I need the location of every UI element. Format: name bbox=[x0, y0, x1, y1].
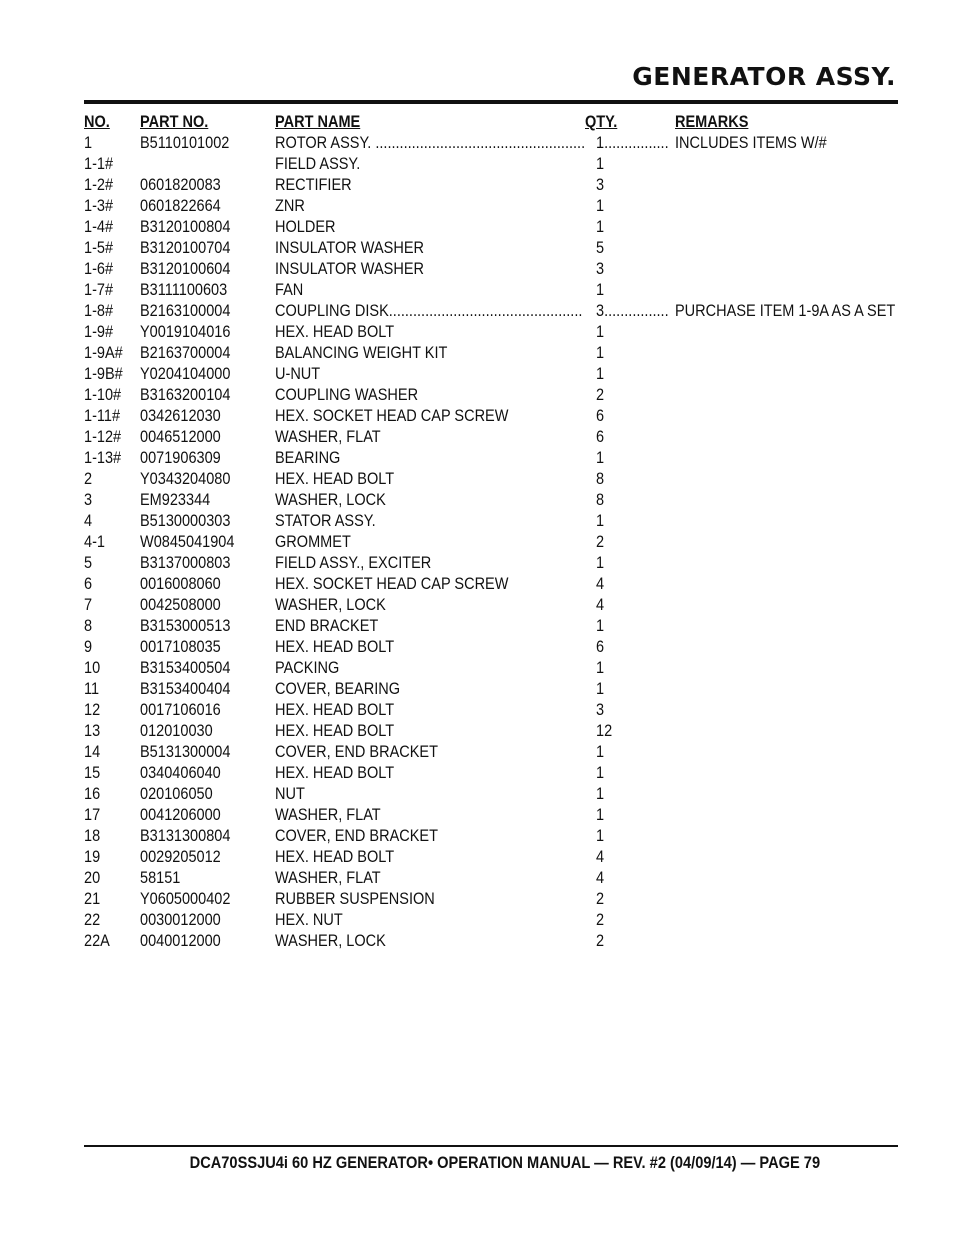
cell-part-name: WASHER, LOCK bbox=[275, 932, 386, 950]
cell-qty: 1 bbox=[596, 365, 605, 383]
cell-qty: 8 bbox=[596, 470, 605, 488]
cell-qty: 1 bbox=[596, 680, 605, 698]
cell-part-no: 0030012000 bbox=[140, 911, 221, 929]
table-row bbox=[0, 511, 954, 532]
footer-divider bbox=[84, 1145, 898, 1147]
cell-qty: 2 bbox=[596, 386, 605, 404]
cell-part-no: B5131300004 bbox=[140, 743, 231, 761]
cell-no: 1-7# bbox=[84, 281, 114, 299]
cell-no: 1-11# bbox=[84, 407, 121, 425]
cell-part-no: B3137000803 bbox=[140, 554, 231, 572]
cell-no: 13 bbox=[84, 722, 101, 740]
cell-qty: 4 bbox=[596, 596, 605, 614]
table-row bbox=[0, 616, 954, 637]
cell-part-name: HEX. HEAD BOLT bbox=[275, 848, 395, 866]
table-row bbox=[0, 826, 954, 847]
cell-part-no: B3120100704 bbox=[140, 239, 231, 257]
cell-no: 22 bbox=[84, 911, 101, 929]
table-row bbox=[0, 133, 954, 154]
cell-qty: 1 bbox=[596, 554, 605, 572]
cell-qty: 6 bbox=[596, 407, 605, 425]
table-row bbox=[0, 259, 954, 280]
cell-part-name: END BRACKET bbox=[275, 617, 379, 635]
cell-remarks: PURCHASE ITEM 1-9A AS A SET bbox=[675, 302, 896, 320]
cell-part-no: B5110101002 bbox=[140, 134, 230, 152]
cell-part-name: INSULATOR WASHER bbox=[275, 260, 424, 278]
cell-part-name: FIELD ASSY., EXCITER bbox=[275, 554, 432, 572]
cell-part-name: HEX. HEAD BOLT bbox=[275, 701, 395, 719]
cell-qty: 6 bbox=[596, 638, 605, 656]
cell-part-name: HEX. HEAD BOLT bbox=[275, 764, 395, 782]
cell-part-no: 58151 bbox=[140, 869, 181, 887]
cell-qty: 1 bbox=[596, 197, 605, 215]
cell-part-name: BALANCING WEIGHT KIT bbox=[275, 344, 448, 362]
cell-no: 1-10# bbox=[84, 386, 122, 404]
cell-qty: 1 bbox=[596, 659, 605, 677]
cell-part-no: Y0343204080 bbox=[140, 470, 231, 488]
cell-no: 1-4# bbox=[84, 218, 114, 236]
cell-qty: 1 bbox=[596, 281, 605, 299]
cell-qty: 1 bbox=[596, 155, 605, 173]
table-row bbox=[0, 679, 954, 700]
table-row bbox=[0, 847, 954, 868]
cell-qty: 2 bbox=[596, 890, 605, 908]
table-row bbox=[0, 448, 954, 469]
table-row bbox=[0, 175, 954, 196]
cell-part-no: B2163100004 bbox=[140, 302, 231, 320]
cell-part-no: 0340406040 bbox=[140, 764, 221, 782]
cell-part-name: COVER, END BRACKET bbox=[275, 743, 438, 761]
cell-qty: 1 bbox=[596, 785, 605, 803]
cell-no: 8 bbox=[84, 617, 93, 635]
cell-part-name: WASHER, FLAT bbox=[275, 806, 381, 824]
cell-no: 1 bbox=[84, 134, 93, 152]
cell-qty: 1 bbox=[596, 218, 605, 236]
cell-no: 6 bbox=[84, 575, 93, 593]
cell-part-no: 0046512000 bbox=[140, 428, 221, 446]
cell-no: 10 bbox=[84, 659, 101, 677]
cell-part-name: RUBBER SUSPENSION bbox=[275, 890, 435, 908]
cell-no: 4 bbox=[84, 512, 93, 530]
table-row bbox=[0, 427, 954, 448]
table-row bbox=[0, 217, 954, 238]
cell-part-name: BEARING bbox=[275, 449, 341, 467]
table-row bbox=[0, 322, 954, 343]
cell-qty: 1 bbox=[596, 449, 605, 467]
cell-part-no: B3111100603 bbox=[140, 281, 228, 299]
cell-no: 15 bbox=[84, 764, 101, 782]
cell-no: 1-9B# bbox=[84, 365, 123, 383]
column-header-remarks: REMARKS bbox=[675, 113, 749, 131]
table-row bbox=[0, 238, 954, 259]
cell-part-no: 0041206000 bbox=[140, 806, 221, 824]
cell-part-name: HEX. HEAD BOLT bbox=[275, 722, 395, 740]
cell-qty: 1 bbox=[596, 743, 605, 761]
cell-part-no: 0342612030 bbox=[140, 407, 221, 425]
cell-part-no: B2163700004 bbox=[140, 344, 231, 362]
cell-part-name: HEX. SOCKET HEAD CAP SCREW bbox=[275, 407, 509, 425]
table-row bbox=[0, 637, 954, 658]
column-header-part-no: PART NO. bbox=[140, 113, 209, 131]
cell-qty: 4 bbox=[596, 575, 605, 593]
table-row bbox=[0, 196, 954, 217]
cell-no: 5 bbox=[84, 554, 93, 572]
cell-part-name: U-NUT bbox=[275, 365, 321, 383]
cell-part-name: PACKING bbox=[275, 659, 340, 677]
cell-qty: 1 bbox=[596, 512, 605, 530]
table-body bbox=[0, 133, 954, 952]
cell-qty: 4 bbox=[596, 848, 605, 866]
column-header-part-name: PART NAME bbox=[275, 113, 361, 131]
cell-qty: 3 bbox=[596, 260, 605, 278]
cell-part-no: 0601822664 bbox=[140, 197, 221, 215]
cell-part-name: COVER, BEARING bbox=[275, 680, 401, 698]
table-row bbox=[0, 154, 954, 175]
cell-part-name: NUT bbox=[275, 785, 305, 803]
table-row bbox=[0, 784, 954, 805]
cell-part-name: RECTIFIER bbox=[275, 176, 352, 194]
cell-part-no: B3153000513 bbox=[140, 617, 231, 635]
cell-part-name: INSULATOR WASHER bbox=[275, 239, 424, 257]
table-row bbox=[0, 910, 954, 931]
table-row bbox=[0, 280, 954, 301]
table-row bbox=[0, 406, 954, 427]
cell-no: 1-3# bbox=[84, 197, 114, 215]
table-row bbox=[0, 889, 954, 910]
cell-part-no: 020106050 bbox=[140, 785, 213, 803]
cell-part-no: EM923344 bbox=[140, 491, 211, 509]
cell-part-name: ROTOR ASSY. .................................................... bbox=[275, 134, 586, 152]
cell-part-no: B3163200104 bbox=[140, 386, 231, 404]
cell-part-no: B5130000303 bbox=[140, 512, 231, 530]
cell-part-name: HEX. NUT bbox=[275, 911, 343, 929]
cell-qty: 4 bbox=[596, 869, 605, 887]
page-footer: DCA70SSJU4i 60 HZ GENERATOR• OPERATION MANUAL — REV. #2 (04/09/14) — PAGE 79 bbox=[189, 1153, 820, 1172]
cell-part-no: B3153400404 bbox=[140, 680, 231, 698]
cell-no: 1-5# bbox=[84, 239, 114, 257]
cell-qty: 6 bbox=[596, 428, 605, 446]
table-row bbox=[0, 364, 954, 385]
cell-part-name: HEX. HEAD BOLT bbox=[275, 323, 395, 341]
cell-part-no: Y0019104016 bbox=[140, 323, 231, 341]
cell-part-no: 0071906309 bbox=[140, 449, 221, 467]
table-row bbox=[0, 721, 954, 742]
cell-part-name: FAN bbox=[275, 281, 304, 299]
cell-no: 4-1 bbox=[84, 533, 105, 551]
cell-part-no: Y0605000402 bbox=[140, 890, 231, 908]
cell-part-name: WASHER, LOCK bbox=[275, 596, 386, 614]
table-row bbox=[0, 553, 954, 574]
cell-qty: 1 bbox=[596, 617, 605, 635]
cell-part-name: HEX. HEAD BOLT bbox=[275, 638, 395, 656]
cell-no: 1-12# bbox=[84, 428, 122, 446]
cell-part-name: WASHER, FLAT bbox=[275, 869, 381, 887]
cell-part-no: B3131300804 bbox=[140, 827, 231, 845]
cell-part-no: 0029205012 bbox=[140, 848, 221, 866]
cell-qty: 1 bbox=[596, 806, 605, 824]
cell-no: 1-9# bbox=[84, 323, 114, 341]
cell-part-no: B3153400504 bbox=[140, 659, 231, 677]
cell-part-name: FIELD ASSY. bbox=[275, 155, 361, 173]
cell-no: 18 bbox=[84, 827, 101, 845]
cell-qty: 1................ bbox=[596, 134, 669, 152]
table-row bbox=[0, 805, 954, 826]
cell-qty: 5 bbox=[596, 239, 605, 257]
table-row bbox=[0, 469, 954, 490]
cell-no: 1-1# bbox=[84, 155, 114, 173]
cell-no: 20 bbox=[84, 869, 101, 887]
cell-qty: 3 bbox=[596, 701, 605, 719]
cell-no: 19 bbox=[84, 848, 101, 866]
cell-part-name: WASHER, FLAT bbox=[275, 428, 381, 446]
cell-part-name: COVER, END BRACKET bbox=[275, 827, 438, 845]
table-row bbox=[0, 763, 954, 784]
table-row bbox=[0, 574, 954, 595]
cell-qty: 1 bbox=[596, 764, 605, 782]
cell-part-no: 0040012000 bbox=[140, 932, 221, 950]
cell-part-no: 0042508000 bbox=[140, 596, 221, 614]
cell-part-no: 0601820083 bbox=[140, 176, 221, 194]
title-divider bbox=[84, 100, 898, 104]
cell-part-name: STATOR ASSY. bbox=[275, 512, 376, 530]
cell-qty: 1 bbox=[596, 323, 605, 341]
table-row bbox=[0, 385, 954, 406]
cell-part-name: HEX. HEAD BOLT bbox=[275, 470, 395, 488]
cell-part-name: ZNR bbox=[275, 197, 305, 215]
table-row bbox=[0, 595, 954, 616]
cell-part-no: 012010030 bbox=[140, 722, 213, 740]
cell-no: 12 bbox=[84, 701, 101, 719]
table-row bbox=[0, 301, 954, 322]
cell-no: 1-6# bbox=[84, 260, 114, 278]
cell-qty: 3................ bbox=[596, 302, 669, 320]
table-row bbox=[0, 658, 954, 679]
cell-qty: 2 bbox=[596, 533, 605, 551]
cell-no: 16 bbox=[84, 785, 101, 803]
table-header-row bbox=[0, 112, 954, 133]
cell-part-no: 0017108035 bbox=[140, 638, 221, 656]
cell-remarks: INCLUDES ITEMS W/# bbox=[675, 134, 827, 152]
cell-part-name: HOLDER bbox=[275, 218, 336, 236]
table-row bbox=[0, 490, 954, 511]
cell-no: 1-2# bbox=[84, 176, 114, 194]
cell-no: 17 bbox=[84, 806, 101, 824]
cell-no: 14 bbox=[84, 743, 101, 761]
cell-no: 9 bbox=[84, 638, 93, 656]
cell-qty: 2 bbox=[596, 911, 605, 929]
cell-part-no: 0016008060 bbox=[140, 575, 221, 593]
cell-no: 1-8# bbox=[84, 302, 114, 320]
cell-qty: 1 bbox=[596, 344, 605, 362]
parts-table bbox=[0, 112, 954, 952]
cell-qty: 1 bbox=[596, 827, 605, 845]
cell-part-no: W0845041904 bbox=[140, 533, 235, 551]
cell-part-no: B3120100604 bbox=[140, 260, 231, 278]
cell-no: 7 bbox=[84, 596, 93, 614]
table-row bbox=[0, 343, 954, 364]
cell-no: 21 bbox=[84, 890, 101, 908]
table-row bbox=[0, 700, 954, 721]
cell-no: 11 bbox=[84, 680, 100, 698]
page-title: GENERATOR ASSY. bbox=[632, 62, 896, 91]
cell-part-name: HEX. SOCKET HEAD CAP SCREW bbox=[275, 575, 509, 593]
cell-no: 1-13# bbox=[84, 449, 122, 467]
cell-part-name: WASHER, LOCK bbox=[275, 491, 386, 509]
table-row bbox=[0, 742, 954, 763]
cell-part-name: GROMMET bbox=[275, 533, 351, 551]
table-row bbox=[0, 868, 954, 889]
cell-part-no: Y0204104000 bbox=[140, 365, 231, 383]
cell-no: 1-9A# bbox=[84, 344, 123, 362]
cell-part-no: 0017106016 bbox=[140, 701, 221, 719]
cell-part-no: B3120100804 bbox=[140, 218, 231, 236]
cell-part-name: COUPLING DISK................................................ bbox=[275, 302, 583, 320]
cell-qty: 2 bbox=[596, 932, 605, 950]
cell-no: 3 bbox=[84, 491, 93, 509]
cell-no: 2 bbox=[84, 470, 93, 488]
cell-qty: 3 bbox=[596, 176, 605, 194]
cell-no: 22A bbox=[84, 932, 110, 950]
cell-part-name: COUPLING WASHER bbox=[275, 386, 419, 404]
column-header-no: NO. bbox=[84, 113, 110, 131]
table-row bbox=[0, 931, 954, 952]
table-row bbox=[0, 532, 954, 553]
cell-qty: 12 bbox=[596, 722, 613, 740]
column-header-qty: QTY. bbox=[585, 113, 618, 131]
cell-qty: 8 bbox=[596, 491, 605, 509]
